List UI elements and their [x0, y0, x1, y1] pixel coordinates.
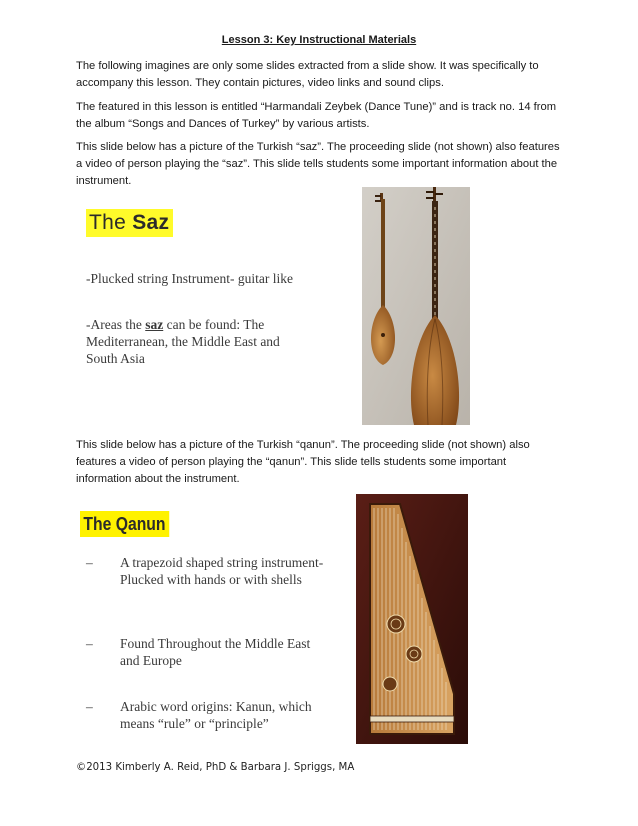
qanun-description-paragraph: This slide below has a picture of the Turkish “qanun”. The proceeding slide (not shown) also features a video of person playing the “qanun”. This slide tells students some important information about the instrument.: [76, 439, 530, 485]
intro-paragraph: The following imagines are only some slides extracted from a slide show. It was specifically to accompany this lesson. They contain pictures, video links and sound clips.: [76, 60, 539, 89]
saz-keyword: saz: [145, 317, 164, 332]
bullet-dash: –: [86, 555, 93, 570]
bullet-dash: –: [86, 699, 93, 714]
saz-bullet-1: -Plucked string Instrument- guitar like: [86, 271, 293, 286]
qanun-bullet-text: A trapezoid shaped string instrument- Plucked with hands or with shells: [120, 555, 324, 587]
saz-heading-the: The: [89, 211, 133, 234]
bullet-dash: –: [86, 636, 93, 651]
saz-bullet-2-before: -Areas the: [86, 317, 146, 332]
saz-description-paragraph: This slide below has a picture of the Turkish “saz”. The proceeding slide (not shown) also features a video of person playing the “saz”. This slide tells students some important information about the instrument.: [76, 141, 560, 187]
saz-photo: [362, 187, 470, 425]
qanun-bullet-2: [86, 635, 330, 669]
saz-bullet-2-after: can be found: The Mediterranean, the Middle East and South Asia: [86, 317, 280, 366]
page-title: Lesson 3: Key Instructional Materials: [221, 34, 417, 46]
featured-track-paragraph: The featured in this lesson is entitled “Harmandali Zeybek (Dance Tune)” and is track no. 14 from the album “Songs and Dances of Turkey” by various artists.: [76, 101, 557, 130]
saz-bullet-2: [86, 316, 306, 367]
saz-slide-heading: [86, 209, 173, 237]
copyright-footer: ©2013 Kimberly A. Reid, PhD & Barbara J. Spriggs, MA: [76, 762, 355, 773]
qanun-bullet-text: Arabic word origins: Kanun, which means “rule” or “principle”: [120, 699, 312, 731]
qanun-photo: [356, 494, 468, 744]
saz-heading-name: Saz: [132, 211, 170, 234]
qanun-bullet-3: [86, 698, 330, 732]
qanun-slide-heading: The Qanun: [80, 511, 169, 537]
qanun-bullet-text: Found Throughout the Middle East and Europe: [120, 636, 311, 668]
qanun-bullet-1: [86, 554, 330, 588]
